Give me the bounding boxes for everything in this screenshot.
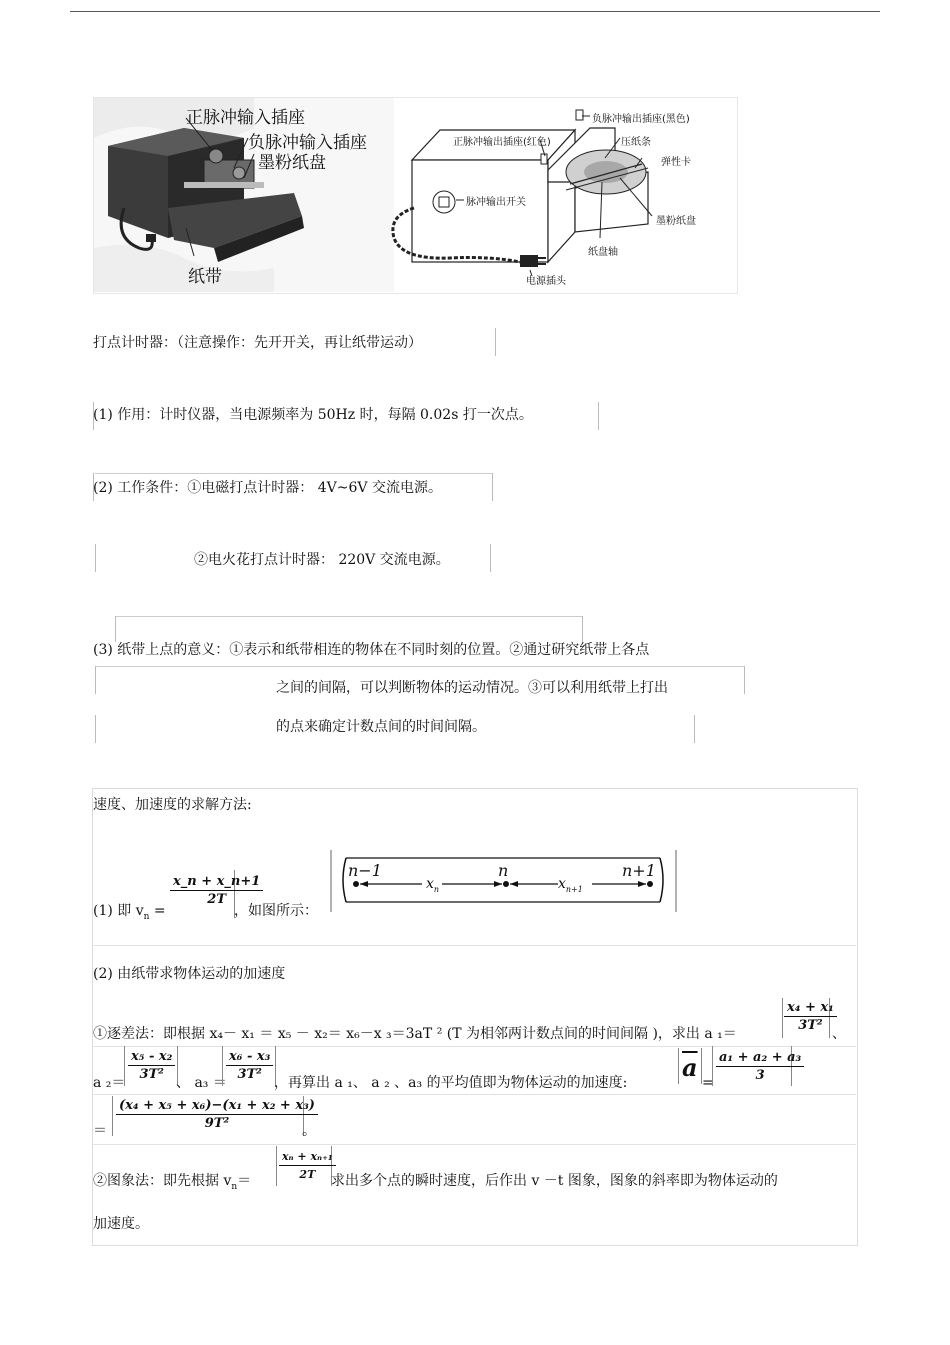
label-disk-axis: 纸盘轴 — [588, 247, 618, 258]
a2-fraction — [128, 1049, 175, 1082]
divider — [115, 616, 582, 617]
label-positive-socket: 正脉冲输入插座 — [186, 108, 305, 128]
timer-use: (1) 作用：计时仪器，当电源频率为 50Hz 时，每隔 0.02s 打一次点。 — [93, 407, 533, 423]
divider — [95, 666, 744, 667]
average-text: ，再算出 a ₁、 a ₂ 、a₃ 的平均值即为物体运动的加速度: — [274, 1075, 628, 1091]
velocity-heading: 速度、加速度的求解方法: — [93, 797, 252, 813]
tape-label-xn — [426, 875, 439, 899]
label-spring-clip: 弹性卡 — [661, 157, 691, 168]
timer-schematic — [380, 98, 736, 292]
m2-fraction — [279, 1149, 336, 1182]
a2-prefix: a ₂＝ — [93, 1075, 126, 1091]
acceleration-heading: (2) 由纸带求物体运动的加速度 — [93, 966, 286, 982]
fraction-denominator: 3T² — [237, 1067, 262, 1082]
divider — [598, 402, 599, 430]
divider — [93, 1094, 856, 1095]
tape-label-n: n — [498, 861, 509, 880]
fraction-numerator: (x₄ + x₅ + x₆)−(x₁ + x₂ + x₃) — [116, 1098, 318, 1115]
full-fraction — [116, 1098, 318, 1131]
divider — [93, 1144, 856, 1145]
label-tape: 纸带 — [188, 267, 222, 287]
divider — [95, 473, 492, 474]
tape-label-xn1 — [558, 875, 583, 899]
label-negative-socket: 负脉冲输入插座 — [248, 133, 367, 153]
method1-text: ①逐差法：即根据 x₄－ x₁ ＝ x₅ － x₂＝ x₆－x ₃＝3aT ² (T 为相邻两计数点间的时间间隔 )，求出 a ₁＝ — [93, 1026, 737, 1042]
tape-label-n-plus-1: n+1 — [622, 861, 656, 880]
equals: ＝ — [237, 1173, 252, 1189]
label-pos-output-socket: 正脉冲输出插座(红色) — [453, 137, 551, 148]
label-ink-disk: 墨粉纸盘 — [258, 153, 326, 173]
fraction-numerator: a₁ + a₂ + a₃ — [716, 1050, 804, 1067]
fraction-denominator: 2T — [299, 1168, 316, 1181]
divider — [93, 945, 856, 946]
method2-end: 加速度。 — [93, 1216, 149, 1232]
label-neg-output-socket: 负脉冲输出插座(黑色) — [592, 114, 690, 125]
page-top-rule — [70, 11, 880, 12]
fraction-numerator: x₆ - x₃ — [226, 1049, 273, 1066]
equals: = — [149, 903, 166, 919]
divider — [495, 328, 496, 356]
v-subscript: n — [143, 911, 150, 922]
fraction-numerator: x₅ - x₂ — [128, 1049, 175, 1066]
a3-fraction — [226, 1049, 273, 1082]
timer-meaning-line-2: 之间的间隔，可以判断物体的运动情况。③可以利用纸带上打出 — [276, 680, 668, 696]
divider — [492, 473, 493, 501]
label-pulse-switch: 脉冲输出开关 — [466, 197, 526, 208]
timer-heading: 打点计时器：（注意操作：先开开关，再让纸带运动） — [93, 335, 422, 351]
divider — [95, 715, 96, 743]
method2-suffix: 求出多个点的瞬时速度，后作出 v －t 图象，图象的斜率即为物体运动的 — [331, 1173, 778, 1189]
x-subscript: n — [433, 884, 440, 894]
method2-label: ②图象法：即先根据 v — [93, 1173, 232, 1189]
divider — [582, 616, 583, 642]
x-subscript: n+1 — [565, 884, 583, 894]
x-symbol: x — [558, 876, 566, 892]
fraction-numerator: x_n + x_n+1 — [170, 874, 263, 891]
velocity-formula-suffix: ，如图所示： — [234, 903, 318, 919]
timer-meaning-line-3: 的点来确定计数点间的时间间隔。 — [276, 719, 486, 735]
divider — [744, 666, 745, 694]
tape-diagram — [330, 850, 678, 916]
a3-prefix: 、 a₃ ＝ — [176, 1075, 227, 1091]
divider — [95, 666, 96, 694]
divider — [490, 544, 491, 572]
full-suffix: 。 — [302, 1123, 316, 1139]
label-power-plug: 电源插头 — [526, 276, 566, 287]
timer-condition-1: (2) 工作条件：①电磁打点计时器： 4V~6V 交流电源。 — [93, 480, 442, 496]
a1-fraction — [784, 1000, 837, 1033]
enumeration-comma: 、 — [832, 1026, 846, 1042]
divider — [694, 715, 695, 743]
tape-label-n-minus-1: n−1 — [348, 861, 382, 880]
fraction-denominator: 3T² — [798, 1018, 823, 1033]
divider — [95, 544, 96, 572]
fraction-denominator: 3 — [755, 1068, 765, 1083]
v-label: (1) 即 v — [93, 903, 144, 919]
label-press-strip: 压纸条 — [621, 137, 651, 148]
timer-meaning-line-1: (3) 纸带上点的意义：①表示和纸带相连的物体在不同时刻的位置。②通过研究纸带上各点 — [93, 642, 650, 658]
fraction-numerator: x₄ + x₁ — [784, 1000, 837, 1017]
fraction-numerator: xₙ + xₙ₊₁ — [279, 1149, 336, 1166]
abar-symbol: $\overline{a}$ — [682, 1053, 698, 1082]
fraction-denominator: 9T² — [204, 1116, 230, 1131]
x-symbol: x — [426, 876, 434, 892]
label-ink-disk-diagram: 墨粉纸盘 — [656, 216, 696, 227]
divider — [115, 616, 116, 642]
full-prefix: ＝ — [93, 1123, 107, 1139]
timer-condition-2: ②电火花打点计时器： 220V 交流电源。 — [194, 552, 450, 568]
abar-fraction — [716, 1050, 804, 1083]
fraction-denominator: 2T — [207, 892, 227, 907]
v-subscript: n — [231, 1181, 238, 1192]
velocity-formula-prefix — [93, 902, 166, 926]
method2-prefix — [93, 1172, 251, 1196]
fraction-denominator: 3T² — [139, 1067, 164, 1082]
abar-equals: = — [702, 1075, 714, 1091]
